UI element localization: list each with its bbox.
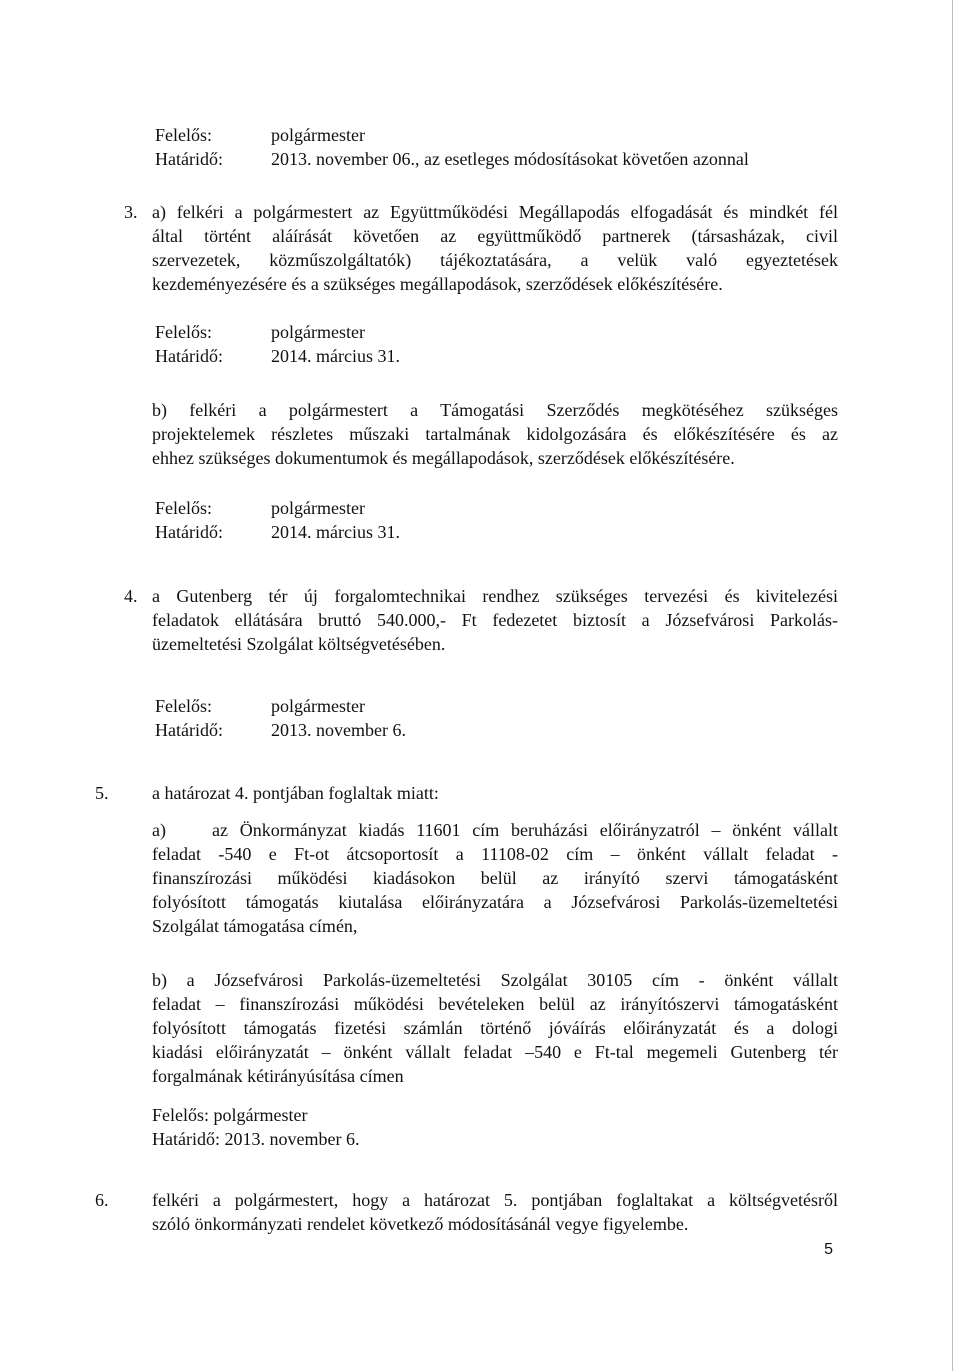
item-4-line: üzemeltetési Szolgálat költségvetésében. <box>152 634 446 654</box>
item-3a-line: által történt aláírását követően az együttműködő partnerek (társasházak, civil <box>152 226 838 246</box>
responsible-label: Felelős: <box>155 322 212 342</box>
deadline-label: Határidő: <box>155 720 223 740</box>
responsible-label: Felelős: <box>155 125 212 145</box>
item-5-deadline: Határidő: 2013. november 6. <box>152 1129 360 1149</box>
responsible-value: polgármester <box>271 125 365 145</box>
item-4-paragraph <box>152 584 838 656</box>
responsible-value: polgármester <box>271 498 365 518</box>
item-5-responsible: Felelős: polgármester <box>152 1105 308 1125</box>
item-5a-line: feladat -540 e Ft-ot átcsoportosít a 11108-02 cím – önként vállalt feladat - <box>152 844 838 864</box>
item-5b-paragraph <box>152 968 838 1088</box>
responsible-label: Felelős: <box>155 498 212 518</box>
page-number: 5 <box>824 1241 833 1258</box>
item-3b-line: ehhez szükséges dokumentumok és megállapodások, szerződések előkészítésére. <box>152 448 735 468</box>
deadline-label: Határidő: <box>155 149 223 169</box>
item-5-number: 5. <box>95 783 109 803</box>
item-6-line: felkéri a polgármestert, hogy a határozat 5. pontjában foglaltakat a költségvetésről <box>152 1190 838 1210</box>
item-5a-line: Szolgálat támogatása címén, <box>152 916 358 936</box>
deadline-value: 2013. november 6. <box>271 720 406 740</box>
item-5b-line: b) a Józsefvárosi Parkolás-üzemeltetési Szolgálat 30105 cím - önként vállalt <box>152 970 838 990</box>
item-3a-paragraph <box>152 200 838 296</box>
item-5b-line: kiadási előirányzatát – önként vállalt feladat –540 e Ft-tal megemeli Gutenberg tér <box>152 1042 838 1062</box>
item-5a-line: finanszírozási működési kiadásokon belül az irányító szervi támogatásként <box>152 868 838 888</box>
deadline-value: 2014. március 31. <box>271 522 400 542</box>
intro-responsibility <box>155 123 855 171</box>
item-3b-paragraph <box>152 398 838 470</box>
item-3b-line: b) felkéri a polgármestert a Támogatási Szerződés megkötéséhez szükséges <box>152 400 838 420</box>
item-3b-line: projektelemek részletes műszaki tartalmának kidolgozására és előkészítésére és az <box>152 424 838 444</box>
item-5a-line: folyósított támogatás kiutalása előirányzatára a Józsefvárosi Parkolás-üzemeltetési <box>152 892 838 912</box>
item-4-responsibility <box>155 694 555 742</box>
item-6-line: szóló önkormányzati rendelet következő módosításánál vegye figyelembe. <box>152 1214 689 1234</box>
responsible-value: polgármester <box>271 322 365 342</box>
responsible-value: polgármester <box>271 696 365 716</box>
item-5b-line: feladat – finanszírozási működési bevételeken belül az irányítószervi támogatásként <box>152 994 838 1014</box>
item-4-number: 4. <box>124 586 138 606</box>
item-3b-responsibility <box>155 496 555 544</box>
item-4-line: a Gutenberg tér új forgalomtechnikai rendhez szükséges tervezési és kivitelezési <box>152 586 838 606</box>
item-5a-paragraph <box>152 818 838 938</box>
scan-edge-line <box>952 0 953 1371</box>
deadline-label: Határidő: <box>155 346 223 366</box>
item-5-heading: a határozat 4. pontjában foglaltak miatt: <box>152 783 439 803</box>
item-5b-line: forgalmának kétirányúsítása címen <box>152 1066 404 1086</box>
item-5a-line: az Önkormányzat kiadás 11601 cím beruházási előirányzatról – önként vállalt <box>212 820 838 840</box>
item-3a-line: kezdeményezésére és a szükséges megállapodások, szerződések előkészítésére. <box>152 274 723 294</box>
deadline-value: 2013. november 06., az esetleges módosításokat követően azonnal <box>271 149 749 169</box>
item-3-number: 3. <box>124 202 138 222</box>
item-5b-line: folyósított támogatás fizetési számlán történő jóváírás előirányzatát és a dologi <box>152 1018 838 1038</box>
item-6-number: 6. <box>95 1190 109 1210</box>
item-3a-responsibility <box>155 320 555 368</box>
item-6-paragraph <box>152 1188 838 1236</box>
deadline-label: Határidő: <box>155 522 223 542</box>
deadline-value: 2014. március 31. <box>271 346 400 366</box>
item-3a-line: a) felkéri a polgármestert az Együttműködési Megállapodás elfogadását és mindkét fél <box>152 202 838 222</box>
responsible-label: Felelős: <box>155 696 212 716</box>
item-3a-line: szervezetek, közműszolgáltatók) tájékoztatására, a velük való egyeztetések <box>152 250 838 270</box>
item-4-line: feladatok ellátására bruttó 540.000,- Ft fedezetet biztosít a Józsefvárosi Parkolás- <box>152 610 838 630</box>
item-5a-label: a) <box>152 820 166 840</box>
